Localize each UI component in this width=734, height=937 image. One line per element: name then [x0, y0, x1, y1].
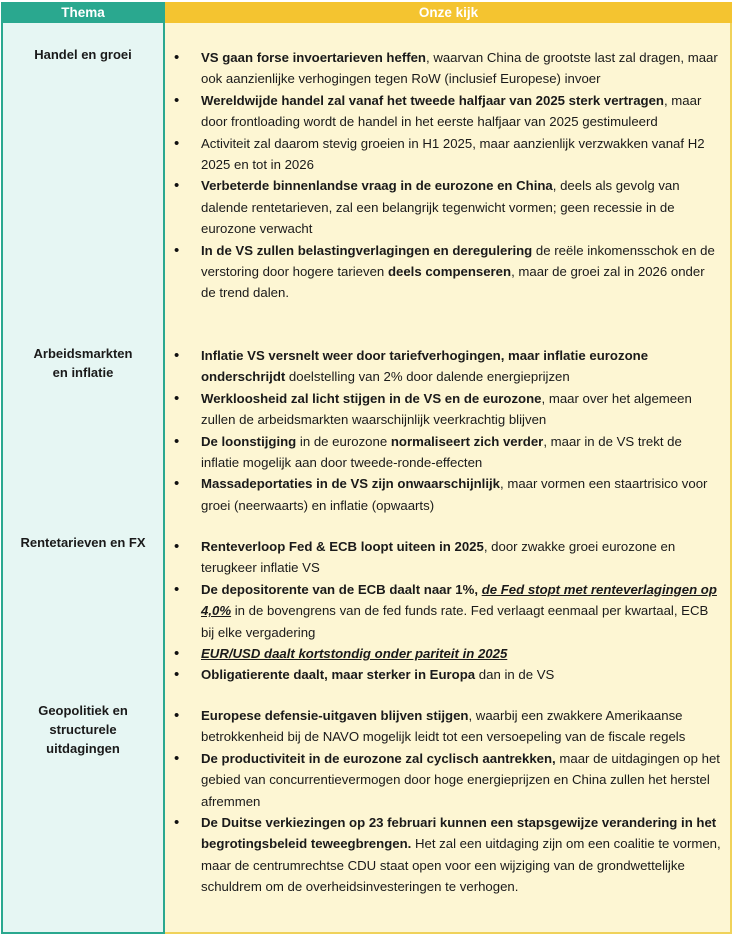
bullet-text-run: Activiteit zal daarom stevig groeien in H1 2025, maar aanzienlijk verzwakken vanaf H2 2025 en tot in 2026 [201, 135, 705, 173]
bullet-text-run: Het zal een uitdaging zijn om een coalitie te vormen, maar de centrumrechtse CDU staat open voor een wijziging van de grondwettelijke schuldrem om de overheidsinvesteringen te verhogen. [201, 836, 721, 895]
bullet-text-run: de Fed stopt met renteverlagingen op 4,0% [201, 581, 717, 619]
bullet-text-run: Inflatie VS versnelt weer door tariefverhogingen, maar inflatie eurozone onderschrijdt [201, 348, 649, 385]
bullet-text-run: de reële inkomensschok en de verstoring door hogere tarieven [201, 242, 715, 280]
bullet-text-run: De loonstijging [201, 433, 297, 449]
section-handel [165, 47, 730, 304]
bullet-item [201, 705, 730, 748]
bullet-list [165, 47, 730, 304]
header-theme: Thema [1, 2, 165, 23]
bullet-text-run: Verbeterde binnenlandse vraag in de eurozone en China [201, 178, 553, 194]
bullet-text-run: Europese defensie-uitgaven blijven stijgen [201, 708, 469, 723]
bullet-item [201, 579, 730, 643]
bullet-text-run: Renteverloop Fed & ECB loopt uiteen in 2025 [201, 539, 484, 554]
bullet-text-run: Massadeportaties in de VS zijn onwaarschijnlijk [201, 476, 501, 492]
bullet-item [201, 388, 730, 431]
header-view: Onze kijk [165, 2, 732, 23]
bullet-text-run: in de bovengrens van de fed funds rate. Fed verlaagt eenmaal per kwartaal, ECB bij elke vergadering [201, 603, 709, 640]
bullet-text-run: , maar vormen een staartrisico voor groei (neerwaarts) en inflatie (opwaarts) [201, 476, 708, 513]
section-arbeid [165, 345, 730, 516]
theme-label-rente: Rentetarieven en FX [20, 535, 146, 550]
bullet-item [201, 536, 730, 579]
bullet-text-run: Wereldwijde handel zal vanaf het tweede halfjaar van 2025 sterk vertragen [201, 92, 664, 108]
bullet-text-run: , waarbij een zwakkere Amerikaanse betrokkenheid bij de NAVO mogelijk leidt tot een versoepeling van de fiscale regels [201, 708, 686, 745]
bullet-text-run: doelstelling van 2% door dalende energieprijzen [285, 369, 570, 385]
section-geopolitiek [165, 705, 730, 898]
bullet-list [165, 536, 730, 686]
bullet-text-run: , waarvan China de grootste last zal dragen, maar ook aanzienlijke verhogingen tegen RoW (inclusief Europese) invoer [201, 50, 718, 87]
bullet-text-run: , maar de groei zal in 2026 onder de trend dalen. [201, 264, 705, 301]
view-column [165, 23, 732, 934]
outlook-table [1, 2, 732, 934]
bullet-item [201, 473, 730, 516]
bullet-item [201, 90, 730, 133]
bullet-text-run: maar de uitdagingen op het gebied van concurrentievermogen door hoge energieprijzen en China zullen het herstel afremmen [201, 750, 720, 809]
bullet-text-run: , maar in de VS trekt de inflatie mogelijk aan door tweede-ronde-effecten [201, 433, 682, 471]
bullet-item [201, 47, 730, 90]
bullet-text-run: , maar over het algemeen zullen de arbeidsmarkten waarschijnlijk veerkrachtig blijven [201, 390, 692, 428]
theme-label-handel: Handel en groei [34, 47, 132, 62]
bullet-text-run: deels compenseren [387, 264, 512, 280]
bullet-text-run: in de eurozone [296, 433, 391, 449]
bullet-list [165, 345, 730, 516]
bullet-item [201, 345, 730, 388]
bullet-text-run: dan in de VS [475, 667, 555, 683]
theme-label-geopolitiek: Geopolitiek en structurele uitdagingen [38, 703, 128, 756]
bullet-text-run: VS gaan forse invoertarieven heffen [201, 50, 426, 65]
theme-column [1, 23, 165, 934]
bullet-text-run: , door zwakke groei eurozone en terugkeer inflatie VS [201, 539, 676, 576]
bullet-text-run: De depositorente van de ECB daalt naar 1%, [201, 581, 482, 597]
bullet-item [201, 643, 730, 664]
bullet-text-run: Werkloosheid zal licht stijgen in de VS en de eurozone [201, 390, 542, 406]
section-rente [165, 536, 730, 686]
bullet-text-run: In de VS zullen belastingverlagingen en deregulering [201, 242, 533, 258]
bullet-item [201, 812, 730, 898]
bullet-item [201, 748, 730, 812]
bullet-text-run: , maar door frontloading wordt de handel in het eerste halfjaar van 2025 gestimuleerd [201, 92, 702, 130]
bullet-text-run: De Duitse verkiezingen op 23 februari kunnen een stapsgewijze verandering in het begrotingsbeleid teweegbrengen. [201, 815, 717, 852]
bullet-text-run: Obligatierente daalt, maar sterker in Europa [201, 667, 476, 683]
bullet-text-run: De productiviteit in de eurozone zal cyclisch aantrekken, [201, 750, 556, 766]
bullet-list [165, 705, 730, 898]
bullet-text-run: , deels als gevolg van dalende rentetarieven, zal een belangrijk tegenwicht vormen; geen recessie in de eurozone verwacht [201, 178, 680, 237]
bullet-item [201, 175, 730, 239]
bullet-item [201, 133, 730, 176]
bullet-item [201, 240, 730, 304]
bullet-item [201, 431, 730, 474]
bullet-text-run: normaliseert zich verder [390, 433, 544, 449]
bullet-item [201, 664, 730, 685]
bullet-text-run: EUR/USD daalt kortstondig onder pariteit in 2025 [201, 646, 508, 662]
theme-label-arbeid: Arbeidsmarkten en inflatie [33, 346, 133, 380]
